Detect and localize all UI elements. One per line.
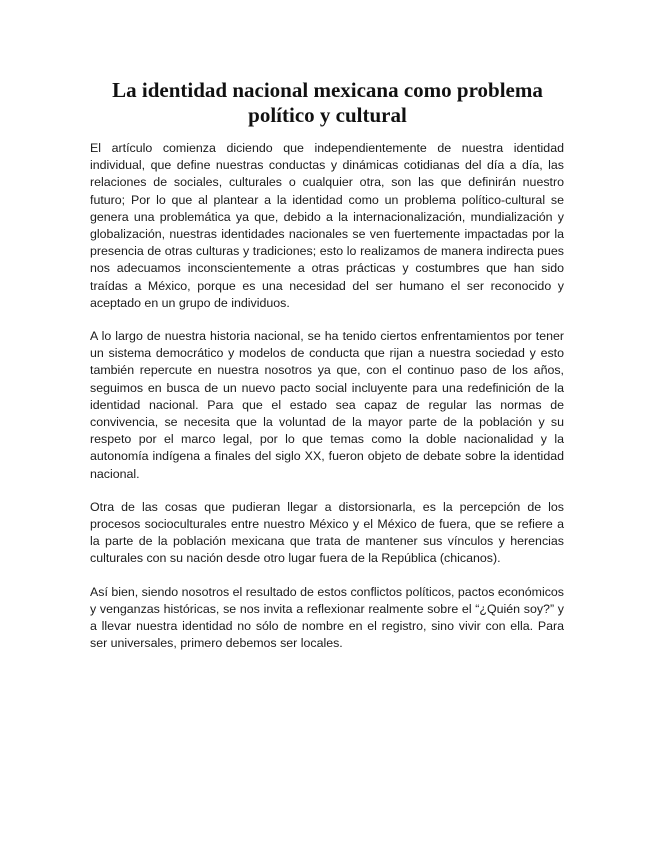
paragraph-2: A lo largo de nuestra historia nacional, se ha tenido ciertos enfrentamientos por tener un sistema democrático y modelos de conducta que rijan a nuestra sociedad y esto también repercute en nuestra nosotros ya que, con el continuo paso de los años, seguimos en busca de un nuevo pacto social incluyente para una redefinición de la identidad nacional. Para que el estado sea capaz de regular las normas de convivencia, se necesita que la voluntad de la mayor parte de la población y su respeto por el marco legal, por lo que temas como la doble nacionalidad y la autonomía indígena a finales del siglo XX, fueron objeto de debate sobre la identidad nacional. bbox=[90, 329, 564, 481]
paragraph-4: Así bien, siendo nosotros el resultado de estos conflictos políticos, pactos económicos y venganzas históricas, se nos invita a reflexionar realmente sobre el “¿Quién soy?” y a llevar nuestra identidad no sólo de nombre en el registro, sino vivir con ella. Para ser universales, primero debemos ser locales. bbox=[90, 584, 564, 651]
page-title: La identidad nacional mexicana como problema político y cultural bbox=[112, 78, 543, 127]
paragraph-3: Otra de las cosas que pudieran llegar a distorsionarla, es la percepción de los procesos socioculturales entre nuestro México y el México de fuera, que se refiere a la parte de la población mexicana que trata de mantener sus vínculos y herencias culturales con su nación desde otro lugar fuera de la República (chicanos). bbox=[90, 499, 564, 566]
document-body bbox=[90, 140, 564, 668]
paragraph-1: El artículo comienza diciendo que independientemente de nuestra identidad individual, que define nuestras conductas y dinámicas cotidianas del día a día, las relaciones de sociales, culturales o cualquier otra, son las que definirán nuestro futuro; Por lo que al plantear a la identidad como un problema político-cultural se genera una problemática ya que, debido a la internacionalización, mundialización y globalización, nuestras identidades nacionales se ven fuertemente impactadas por la presencia de otras culturas y tradiciones; esto lo realizamos de manera indirecta pues nos adecuamos inconscientemente a otras prácticas y costumbres que han sido traídas a México, porque es una necesidad del ser humano el ser reconocido y aceptado en un grupo de individuos. bbox=[90, 141, 564, 310]
